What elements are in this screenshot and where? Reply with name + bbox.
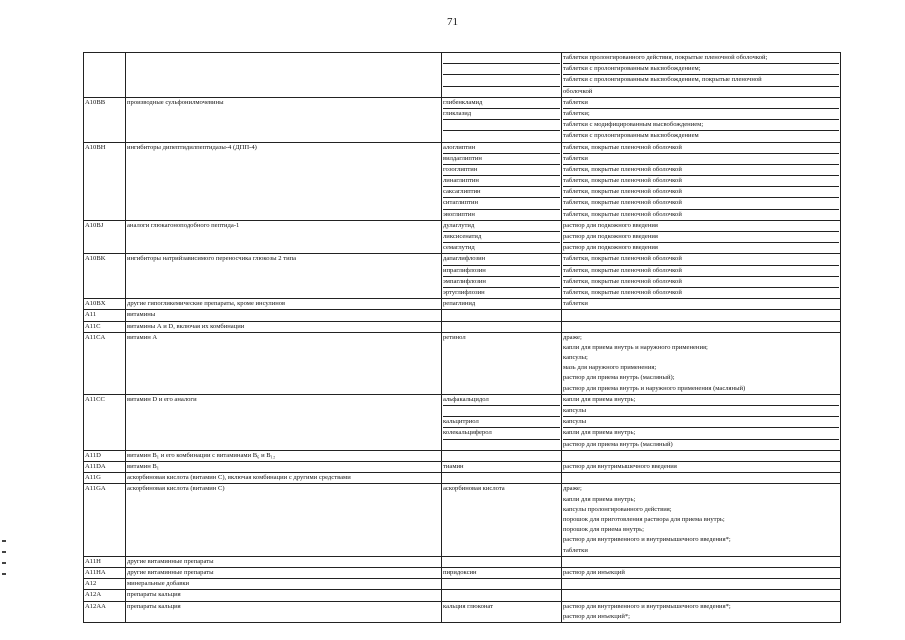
table-row (84, 473, 841, 484)
inn-name (443, 373, 560, 383)
atc-code-cell: A11GA (84, 484, 126, 556)
inn-name (443, 535, 560, 545)
inn-cell (442, 462, 562, 473)
dosage-form (563, 473, 839, 483)
table-row (84, 53, 841, 98)
dosage-form: капли для приема внутрь; (563, 428, 839, 439)
group-name-cell: другие гипогликемические препараты, кроме инсулинов (126, 299, 442, 310)
inn-name: саксаглиптин (443, 187, 560, 198)
dosage-form: таблетки, покрытые пленочной оболочкой (563, 266, 839, 277)
atc-code-cell: A12A (84, 590, 126, 601)
group-name-cell: препараты кальция (126, 590, 442, 601)
atc-code-cell: A10BX (84, 299, 126, 310)
dosage-form-cell (562, 473, 841, 484)
dosage-form: таблетки с модифицированным высвобождением; (563, 120, 839, 131)
dosage-form: порошок для приготовления раствора для приема внутрь; (563, 515, 725, 523)
inn-name: семаглутид (443, 244, 475, 252)
atc-code-cell: A11 (84, 310, 126, 321)
atc-code-cell: A11CA (84, 332, 126, 394)
dosage-form: таблетки, покрытые пленочной оболочкой (563, 176, 839, 187)
atc-code-cell: A11DA (84, 462, 126, 473)
table-row (84, 484, 841, 556)
dosage-form-cell (562, 142, 841, 220)
inn-name (443, 384, 560, 394)
table-row (84, 601, 841, 622)
dosage-form: раствор для приема внутрь (масляный); (563, 374, 675, 382)
dosage-form: таблетки пролонгированного действия, покрытые пленочной оболочкой; (563, 53, 839, 64)
inn-cell (442, 254, 562, 299)
atc-code-cell: A11G (84, 473, 126, 484)
dosage-form: капсулы (563, 406, 839, 417)
inn-cell (442, 332, 562, 394)
inn-name (443, 473, 560, 483)
inn-cell (442, 601, 562, 622)
dosage-form: таблетки с пролонгированным высвобождением; (563, 64, 839, 75)
atc-code-cell: A10BJ (84, 220, 126, 254)
inn-cell (442, 310, 562, 321)
inn-name: аскорбиновая кислота (443, 485, 505, 493)
inn-cell (442, 394, 562, 450)
inn-name (443, 590, 560, 600)
group-name-cell: производные сульфонилмочевины (126, 97, 442, 142)
dosage-form-cell (562, 567, 841, 578)
dosage-form-cell (562, 601, 841, 622)
dosage-form: раствор для подкожного введения (563, 232, 839, 243)
margin-marks (2, 540, 6, 584)
table-row (84, 590, 841, 601)
dosage-form (563, 579, 839, 589)
group-name-cell: витамины (126, 310, 442, 321)
inn-cell (442, 590, 562, 601)
dosage-form: таблетки, покрытые пленочной оболочкой (563, 210, 682, 218)
dosage-form-cell (562, 310, 841, 321)
inn-name: тиамин (443, 463, 464, 470)
inn-name (443, 406, 560, 417)
table-row (84, 299, 841, 310)
dosage-form (563, 322, 839, 332)
atc-code-cell: A11H (84, 556, 126, 567)
inn-name (443, 363, 560, 373)
group-name-cell: препараты кальция (126, 601, 442, 622)
inn-name: дапаглифлозин (443, 254, 560, 265)
inn-name (443, 131, 560, 141)
atc-code-cell: A12 (84, 579, 126, 590)
table-row (84, 394, 841, 450)
dosage-form-cell (562, 450, 841, 461)
dosage-form: капли для приема внутрь; (563, 495, 636, 503)
dosage-form: таблетки, покрытые пленочной оболочкой (563, 187, 839, 198)
table-row (84, 220, 841, 254)
atc-code-cell: A10BH (84, 142, 126, 220)
dosage-form: капли для приема внутрь и наружного применения; (563, 343, 708, 351)
margin-mark (2, 562, 6, 564)
table-row (84, 579, 841, 590)
inn-name (443, 310, 560, 320)
group-name-cell: ингибиторы натрийзависимого переносчика глюкозы 2 типа (126, 254, 442, 299)
inn-name: ситаглиптин (443, 198, 560, 209)
inn-name: гликлазид (443, 109, 560, 120)
dosage-form-cell (562, 590, 841, 601)
dosage-form: таблетки, покрытые пленочной оболочкой (563, 143, 839, 154)
inn-name (443, 75, 560, 86)
inn-name (443, 353, 560, 363)
dosage-form: драже; (563, 333, 582, 341)
inn-name (443, 440, 560, 450)
table-row (84, 556, 841, 567)
table-row (84, 321, 841, 332)
atc-code-cell: A10BB (84, 97, 126, 142)
dosage-form-cell (562, 97, 841, 142)
inn-cell (442, 321, 562, 332)
dosage-form: таблетки с пролонгированным высвобождением, покрытые пленочной (563, 75, 839, 86)
dosage-form: таблетки (563, 154, 839, 165)
dosage-form: раствор для приема внутрь (масляный) (563, 440, 673, 448)
inn-name (443, 546, 560, 556)
group-name-cell: аскорбиновая кислота (витамин С), включая комбинации с другими средствами (126, 473, 442, 484)
inn-name: ликсисенатид (443, 232, 560, 243)
inn-name: линаглиптин (443, 176, 560, 187)
inn-name: эвоглиптин (443, 210, 475, 218)
inn-name (443, 343, 560, 353)
dosage-form-cell (562, 220, 841, 254)
group-name-cell: витамины А и D, включая их комбинации (126, 321, 442, 332)
inn-name: ипраглифлозин (443, 266, 560, 277)
atc-code-cell (84, 53, 126, 98)
dosage-form: таблетки (563, 98, 839, 109)
inn-name: ретинол (443, 333, 466, 341)
table-row (84, 97, 841, 142)
dosage-form-cell (562, 332, 841, 394)
group-name-cell: другие витаминные препараты (126, 567, 442, 578)
inn-name: репаглинид (443, 300, 476, 308)
dosage-form: таблетки, покрытые пленочной оболочкой (563, 254, 839, 265)
inn-name (443, 64, 560, 75)
dosage-form: раствор для внутривенного и внутримышечного введения*; (563, 602, 731, 610)
dosage-form: таблетки, покрытые пленочной оболочкой (563, 165, 839, 176)
inn-name (443, 451, 560, 461)
table-row (84, 567, 841, 578)
atc-code-cell: A11C (84, 321, 126, 332)
dosage-form: таблетки с пролонгированным высвобождением (563, 132, 699, 140)
dosage-form: таблетки; (563, 109, 839, 120)
dosage-form: таблетки (563, 546, 588, 554)
inn-cell (442, 556, 562, 567)
dosage-form: раствор для подкожного введения (563, 221, 839, 232)
inn-name: колекальциферол (443, 428, 560, 439)
dosage-form: мазь для наружного применения; (563, 364, 657, 372)
margin-mark (2, 573, 6, 575)
table-body (84, 53, 841, 623)
inn-cell (442, 579, 562, 590)
dosage-form: капсулы пролонгированного действия; (563, 505, 672, 513)
dosage-form-cell (562, 394, 841, 450)
dosage-form (563, 451, 839, 461)
dosage-form: порошок для приема внутрь; (563, 526, 644, 534)
dosage-form-cell (562, 462, 841, 473)
inn-name (443, 53, 560, 64)
atc-code-cell: A11CC (84, 394, 126, 450)
inn-name (443, 120, 560, 131)
inn-name (443, 322, 560, 332)
dosage-form: таблетки, покрытые пленочной оболочкой (563, 288, 682, 296)
group-name-cell: аскорбиновая кислота (витамин С) (126, 484, 442, 556)
dosage-form: таблетки, покрытые пленочной оболочкой (563, 277, 839, 288)
inn-name: кальцитриол (443, 417, 560, 428)
inn-name (443, 579, 560, 589)
table-row (84, 332, 841, 394)
atc-code-cell: A10BK (84, 254, 126, 299)
dosage-form: драже; (563, 485, 582, 493)
inn-cell (442, 567, 562, 578)
inn-name: гозоглиптин (443, 165, 560, 176)
dosage-form: раствор для подкожного введения (563, 244, 658, 252)
inn-name: альфакальцидол (443, 395, 560, 406)
inn-cell (442, 450, 562, 461)
inn-name: дулаглутид (443, 221, 560, 232)
inn-name: эртуглифлозин (443, 288, 485, 296)
table-row (84, 310, 841, 321)
atc-code-cell: A12AA (84, 601, 126, 622)
dosage-form: раствор для инъекций*; (563, 612, 630, 620)
group-name-cell: ингибиторы дипептидилпептидазы-4 (ДПП-4) (126, 142, 442, 220)
dosage-form-cell (562, 484, 841, 556)
inn-cell (442, 53, 562, 98)
dosage-form-cell (562, 53, 841, 98)
atc-code-cell: A11HA (84, 567, 126, 578)
inn-name (443, 525, 560, 535)
dosage-form (563, 310, 839, 320)
table-row (84, 450, 841, 461)
inn-cell (442, 220, 562, 254)
inn-name (443, 495, 560, 505)
dosage-form (563, 590, 839, 600)
inn-cell (442, 484, 562, 556)
group-name-cell: витамин А (126, 332, 442, 394)
dosage-form: раствор для внутривенного и внутримышечного введения*; (563, 536, 731, 544)
inn-name: глибенкламид (443, 98, 560, 109)
dosage-form-cell (562, 299, 841, 310)
dosage-form: капли для приема внутрь; (563, 395, 839, 406)
inn-name: кальция глюконат (443, 602, 494, 610)
table-row (84, 462, 841, 473)
margin-mark (2, 551, 6, 553)
inn-name: алоглиптин (443, 143, 560, 154)
inn-name: вилдаглиптин (443, 154, 560, 165)
inn-name (443, 505, 560, 515)
inn-cell (442, 142, 562, 220)
dosage-form (563, 557, 839, 567)
dosage-form-cell (562, 321, 841, 332)
inn-cell (442, 473, 562, 484)
dosage-form-cell (562, 556, 841, 567)
dosage-form-cell (562, 579, 841, 590)
inn-cell (442, 97, 562, 142)
inn-name (443, 87, 560, 97)
group-name-cell: витамин B₁ и его комбинации с витаминами B₆ и B₁₂ (126, 450, 442, 461)
group-name-cell: аналоги глюкагоноподобного пептида-1 (126, 220, 442, 254)
dosage-form: раствор для инъекций (563, 568, 625, 576)
margin-mark (2, 540, 6, 542)
group-name-cell (126, 53, 442, 98)
drug-table (83, 52, 841, 623)
dosage-form-cell (562, 254, 841, 299)
inn-name (443, 612, 560, 622)
dosage-form: таблетки, покрытые пленочной оболочкой (563, 198, 839, 209)
group-name-cell: другие витаминные препараты (126, 556, 442, 567)
inn-name: пиридоксин (443, 568, 477, 576)
dosage-form: оболочкой (563, 87, 593, 95)
group-name-cell: витамин B₁ (126, 462, 442, 473)
page-number: 71 (447, 16, 458, 28)
atc-code-cell: A11D (84, 450, 126, 461)
inn-name: эмпаглифлозин (443, 277, 560, 288)
dosage-form: капсулы (563, 417, 839, 428)
dosage-form: раствор для внутримышечного введения (563, 463, 677, 470)
inn-name (443, 557, 560, 567)
inn-cell (442, 299, 562, 310)
dosage-form: таблетки (563, 300, 588, 308)
dosage-form: раствор для приема внутрь и наружного применения (масляный) (563, 384, 746, 392)
group-name-cell: минеральные добавки (126, 579, 442, 590)
table-row (84, 142, 841, 220)
group-name-cell: витамин D и его аналоги (126, 394, 442, 450)
inn-name (443, 515, 560, 525)
dosage-form: капсулы; (563, 354, 588, 362)
table-row (84, 254, 841, 299)
